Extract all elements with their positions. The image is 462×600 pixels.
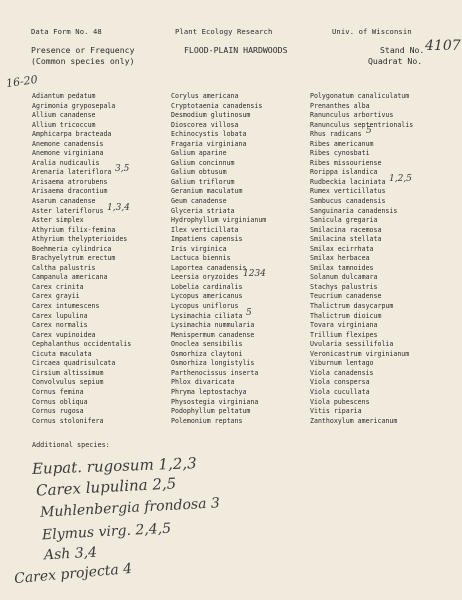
additional-species-entry: Carex projecta 4 — [13, 560, 133, 588]
species-entry — [310, 302, 450, 312]
species-entry — [310, 417, 450, 427]
species-name: Cicuta maculata — [32, 349, 92, 358]
species-name: Echinocystis lobata — [171, 130, 247, 139]
species-name: Smilax herbacea — [310, 254, 370, 263]
species-entry — [310, 173, 450, 188]
species-entry — [310, 398, 450, 408]
species-name: Corylus americana — [171, 92, 239, 100]
species-entry — [32, 350, 172, 360]
species-entry — [171, 216, 311, 226]
species-name: Athyrium thelypterioides — [32, 235, 128, 244]
species-name: Allium tricoccum — [32, 120, 96, 129]
species-name: Osmorhiza longistylis — [171, 359, 255, 368]
species-name: Parthenocissus inserta — [171, 368, 259, 377]
species-column-3 — [310, 92, 450, 426]
species-entry — [171, 92, 311, 102]
species-entry — [171, 149, 311, 159]
species-entry — [32, 254, 172, 264]
species-entry — [171, 207, 311, 217]
species-name: Polygonatum canaliculatum — [310, 92, 410, 100]
species-name: Uvularia sessilifolia — [310, 340, 394, 349]
species-name: Sanicula gregaria — [310, 216, 378, 225]
species-entry — [171, 321, 311, 331]
species-name: Smilax ecirrhata — [310, 244, 374, 253]
species-name: Aralia nudicaulis — [32, 158, 100, 167]
species-entry — [171, 121, 311, 131]
species-entry — [171, 388, 311, 398]
species-entry — [310, 140, 450, 150]
species-entry — [310, 126, 450, 140]
species-entry — [32, 283, 172, 293]
species-entry — [171, 302, 311, 312]
species-entry — [32, 140, 172, 150]
species-entry — [310, 264, 450, 274]
margin-note: 16-20 — [5, 72, 39, 91]
species-name: Iris virginica — [171, 244, 227, 253]
species-name: Trillium flexipes — [310, 330, 378, 339]
species-entry — [171, 340, 311, 350]
species-entry — [32, 92, 172, 102]
species-entry — [310, 226, 450, 236]
species-name: Glyceria striata — [171, 206, 235, 215]
species-name: Arenaria lateriflora — [32, 168, 112, 177]
species-name: Ribes cynosbati — [310, 149, 370, 158]
species-entry — [171, 159, 311, 169]
handwritten-plot-numbers: 5 — [246, 307, 252, 318]
species-entry — [32, 164, 172, 178]
species-entry — [32, 398, 172, 408]
species-name: Boehmeria cylindrica — [32, 244, 112, 253]
species-name: Aster lateriflorus — [32, 206, 104, 215]
species-entry — [32, 130, 172, 140]
species-name: Solanum dulcamara — [310, 273, 378, 282]
species-name: Arisaema atrorubens — [32, 177, 108, 186]
species-name: Osmorhiza claytoni — [171, 349, 243, 358]
species-name: Lobelia cardinalis — [171, 282, 243, 291]
species-entry — [310, 121, 450, 131]
species-name: Polemonium reptans — [171, 416, 243, 425]
additional-species-entry: Elymus virg. 2,4,5 — [41, 520, 172, 544]
species-name: Ribes americanum — [310, 139, 374, 148]
species-entry — [310, 216, 450, 226]
species-entry — [171, 292, 311, 302]
species-entry — [171, 359, 311, 369]
species-entry — [32, 302, 172, 312]
species-entry — [310, 102, 450, 112]
additional-species-entry: Ash 3,4 — [43, 544, 98, 564]
species-name: Onoclea sensibilis — [171, 340, 243, 349]
additional-species-label: Additional species: — [32, 441, 110, 449]
species-name: Circaea quadrisulcata — [32, 359, 116, 368]
species-entry — [32, 264, 172, 274]
species-name: Lycopus uniflorus — [171, 302, 239, 311]
species-entry — [32, 340, 172, 350]
species-entry — [171, 111, 311, 121]
quadrat-label: Quadrat No. — [368, 56, 423, 66]
species-name: Galium triflorum — [171, 177, 235, 186]
species-name: Campanula americana — [32, 273, 108, 282]
species-name: Phryma leptostachya — [171, 387, 247, 396]
species-name: Arisaema dracontium — [32, 187, 108, 196]
species-entry — [32, 359, 172, 369]
species-name: Carex grayii — [32, 292, 80, 301]
species-entry — [32, 187, 172, 197]
species-entry — [171, 407, 311, 417]
species-name: Smilacina racemosa — [310, 225, 382, 234]
species-name: Viola cucullata — [310, 387, 370, 396]
species-name: Viola canadensis — [310, 368, 374, 377]
species-entry — [32, 417, 172, 427]
species-name: Galium aparine — [171, 149, 227, 158]
species-name: Lysimachia ciliata — [171, 311, 243, 320]
handwritten-plot-numbers: 1,3,4 — [107, 202, 130, 213]
additional-species-entry: Eupat. rugosum 1,2,3 — [31, 454, 197, 478]
species-name: Allium canadense — [32, 111, 96, 120]
species-entry — [32, 312, 172, 322]
species-column-2 — [171, 92, 311, 426]
species-entry — [32, 178, 172, 188]
species-name: Asarum canadense — [32, 197, 96, 206]
species-name: Cirsium altissimum — [32, 368, 104, 377]
species-entry — [171, 264, 311, 274]
additional-species-entry: Carex lupulina 2,5 — [35, 474, 177, 500]
species-entry — [310, 312, 450, 322]
species-entry — [310, 187, 450, 197]
species-entry — [32, 407, 172, 417]
species-entry — [310, 149, 450, 159]
species-name: Viburnum lentago — [310, 359, 374, 368]
species-entry — [171, 378, 311, 388]
species-entry — [171, 417, 311, 427]
species-entry — [310, 359, 450, 369]
species-name: Adiantum pedatum — [32, 92, 96, 100]
species-name: Teucrium canadense — [310, 292, 382, 301]
species-name: Lactuca biennis — [171, 254, 231, 263]
species-entry — [32, 292, 172, 302]
species-name: Dioscorea villosa — [171, 120, 239, 129]
species-name: Carex intumescens — [32, 302, 100, 311]
species-name: Cornus stolonifera — [32, 416, 104, 425]
species-entry — [171, 245, 311, 255]
species-name: Zanthoxylum americanum — [310, 416, 398, 425]
species-name: Tovara virginiana — [310, 321, 378, 330]
species-entry — [310, 273, 450, 283]
species-name: Thalictrum dioicum — [310, 311, 382, 320]
species-name: Amphicarpa bracteada — [32, 130, 112, 139]
species-name: Brachyelytrum erectum — [32, 254, 116, 263]
species-name: Cornus femina — [32, 387, 84, 396]
common-species-note: (Common species only) — [31, 56, 135, 66]
handwritten-plot-numbers: 3,5 — [115, 164, 130, 175]
species-entry — [310, 111, 450, 121]
species-entry — [32, 111, 172, 121]
species-entry — [171, 254, 311, 264]
species-entry — [310, 235, 450, 245]
species-name: Ilex verticillata — [171, 225, 239, 234]
species-entry — [310, 321, 450, 331]
species-entry — [310, 340, 450, 350]
species-entry — [32, 149, 172, 159]
species-entry — [171, 350, 311, 360]
species-entry — [171, 307, 311, 322]
species-name: Vitis riparia — [310, 407, 362, 416]
species-name: Geum canadense — [171, 197, 227, 206]
species-name: Athyrium filix-femina — [32, 225, 116, 234]
species-entry — [171, 283, 311, 293]
species-name: Ranunculus arbortivus — [310, 111, 394, 120]
species-name: Galium obtusum — [171, 168, 227, 177]
species-name: Sanguinaria canadensis — [310, 206, 398, 215]
species-entry — [171, 187, 311, 197]
form-title: FLOOD-PLAIN HARDWOODS — [184, 45, 288, 55]
species-name: Lysimachia nummularia — [171, 321, 255, 330]
species-entry — [310, 331, 450, 341]
species-name: Smilax tamnoides — [310, 263, 374, 272]
species-entry — [32, 197, 172, 207]
species-entry — [32, 159, 172, 169]
species-name: Menispermum canadense — [171, 330, 255, 339]
species-name: Rumex verticillatus — [310, 187, 386, 196]
species-name: Anemone virginiana — [32, 149, 104, 158]
species-name: Ribes missouriense — [310, 158, 382, 167]
species-name: Leersia oryzoides — [171, 273, 239, 282]
stand-number-handwritten: 4107 — [425, 38, 461, 54]
species-entry — [32, 202, 172, 217]
species-entry — [32, 216, 172, 226]
species-entry — [171, 140, 311, 150]
species-entry — [310, 350, 450, 360]
species-name: Carex crinita — [32, 282, 84, 291]
species-entry — [171, 331, 311, 341]
species-name: Cryptotaenia canadensis — [171, 101, 263, 110]
species-name: Geranium maculatum — [171, 187, 243, 196]
species-name: Cornus obliqua — [32, 397, 88, 406]
species-entry — [310, 207, 450, 217]
species-entry — [171, 197, 311, 207]
species-entry — [310, 168, 450, 178]
species-entry — [32, 369, 172, 379]
species-name: Fragaria virginiana — [171, 139, 247, 148]
species-entry — [32, 331, 172, 341]
species-entry — [310, 292, 450, 302]
species-entry — [171, 178, 311, 188]
species-name: Galium concinnum — [171, 158, 235, 167]
species-name: Agrimonia gryposepala — [32, 101, 116, 110]
species-entry — [310, 92, 450, 102]
species-entry — [32, 235, 172, 245]
species-name: Lycopus americanus — [171, 292, 243, 301]
species-entry — [310, 159, 450, 169]
species-name: Anemone canadensis — [32, 139, 104, 148]
species-entry — [310, 283, 450, 293]
species-entry — [32, 321, 172, 331]
species-entry — [171, 130, 311, 140]
species-name: Rudbeckia laciniata — [310, 177, 386, 186]
species-name: Stachys palustris — [310, 282, 378, 291]
species-name: Smilacina stellata — [310, 235, 382, 244]
species-entry — [310, 245, 450, 255]
species-entry — [310, 388, 450, 398]
species-entry — [171, 168, 311, 178]
handwritten-plot-numbers: 5 — [366, 126, 372, 137]
species-entry — [171, 235, 311, 245]
species-name: Physostegia virginiana — [171, 397, 259, 406]
stand-label: Stand No. — [380, 45, 425, 55]
organization-name: Plant Ecology Research — [175, 27, 273, 36]
species-name: Laportea canadensis — [171, 263, 247, 272]
species-name: Rhus radicans — [310, 130, 362, 139]
species-entry — [32, 273, 172, 283]
species-name: Sambucus canadensis — [310, 197, 386, 206]
species-entry — [310, 407, 450, 417]
species-name: Cephalanthus occidentalis — [32, 340, 132, 349]
species-name: Cornus rugosa — [32, 407, 84, 416]
species-name: Ranunculus septentrionalis — [310, 120, 414, 129]
species-column-1 — [32, 92, 172, 426]
form-number: Data Form No. 48 — [31, 27, 102, 36]
handwritten-plot-numbers: 1234 — [243, 269, 266, 280]
species-entry — [32, 388, 172, 398]
species-name: Impatiens capensis — [171, 235, 243, 244]
species-entry — [171, 269, 311, 283]
species-name: Rorippa islandica — [310, 168, 378, 177]
species-entry — [171, 226, 311, 236]
species-name: Caltha palustris — [32, 263, 96, 272]
species-name: Carex lupulina — [32, 311, 88, 320]
species-entry — [32, 226, 172, 236]
species-name: Phlox divaricata — [171, 378, 235, 387]
handwritten-plot-numbers: 1,2,5 — [389, 173, 412, 184]
species-name: Viola pubescens — [310, 397, 370, 406]
species-entry — [32, 245, 172, 255]
species-name: Thalictrum dasycarpum — [310, 302, 394, 311]
species-entry — [32, 378, 172, 388]
species-name: Carex normalis — [32, 321, 88, 330]
species-entry — [32, 102, 172, 112]
species-entry — [171, 369, 311, 379]
species-name: Prenanthes alba — [310, 101, 370, 110]
presence-frequency-label: Presence or Frequency — [31, 45, 135, 55]
species-entry — [310, 378, 450, 388]
species-name: Aster simplex — [32, 216, 84, 225]
species-entry — [32, 121, 172, 131]
species-entry — [310, 254, 450, 264]
species-name: Viola conspersa — [310, 378, 370, 387]
species-entry — [171, 398, 311, 408]
species-name: Podophyllum peltatum — [171, 407, 251, 416]
species-name: Convolvulus sepium — [32, 378, 104, 387]
species-name: Hydrophyllum virginianum — [171, 216, 267, 225]
species-entry — [310, 369, 450, 379]
species-name: Veronicastrum virginianum — [310, 349, 410, 358]
species-name: Carex vupinoidea — [32, 330, 96, 339]
additional-species-entry: Muhlenbergia frondosa 3 — [39, 495, 221, 521]
species-entry — [310, 197, 450, 207]
species-entry — [171, 102, 311, 112]
species-name: Desmodium glutinosum — [171, 111, 251, 120]
university-name: Univ. of Wisconsin — [332, 27, 412, 36]
